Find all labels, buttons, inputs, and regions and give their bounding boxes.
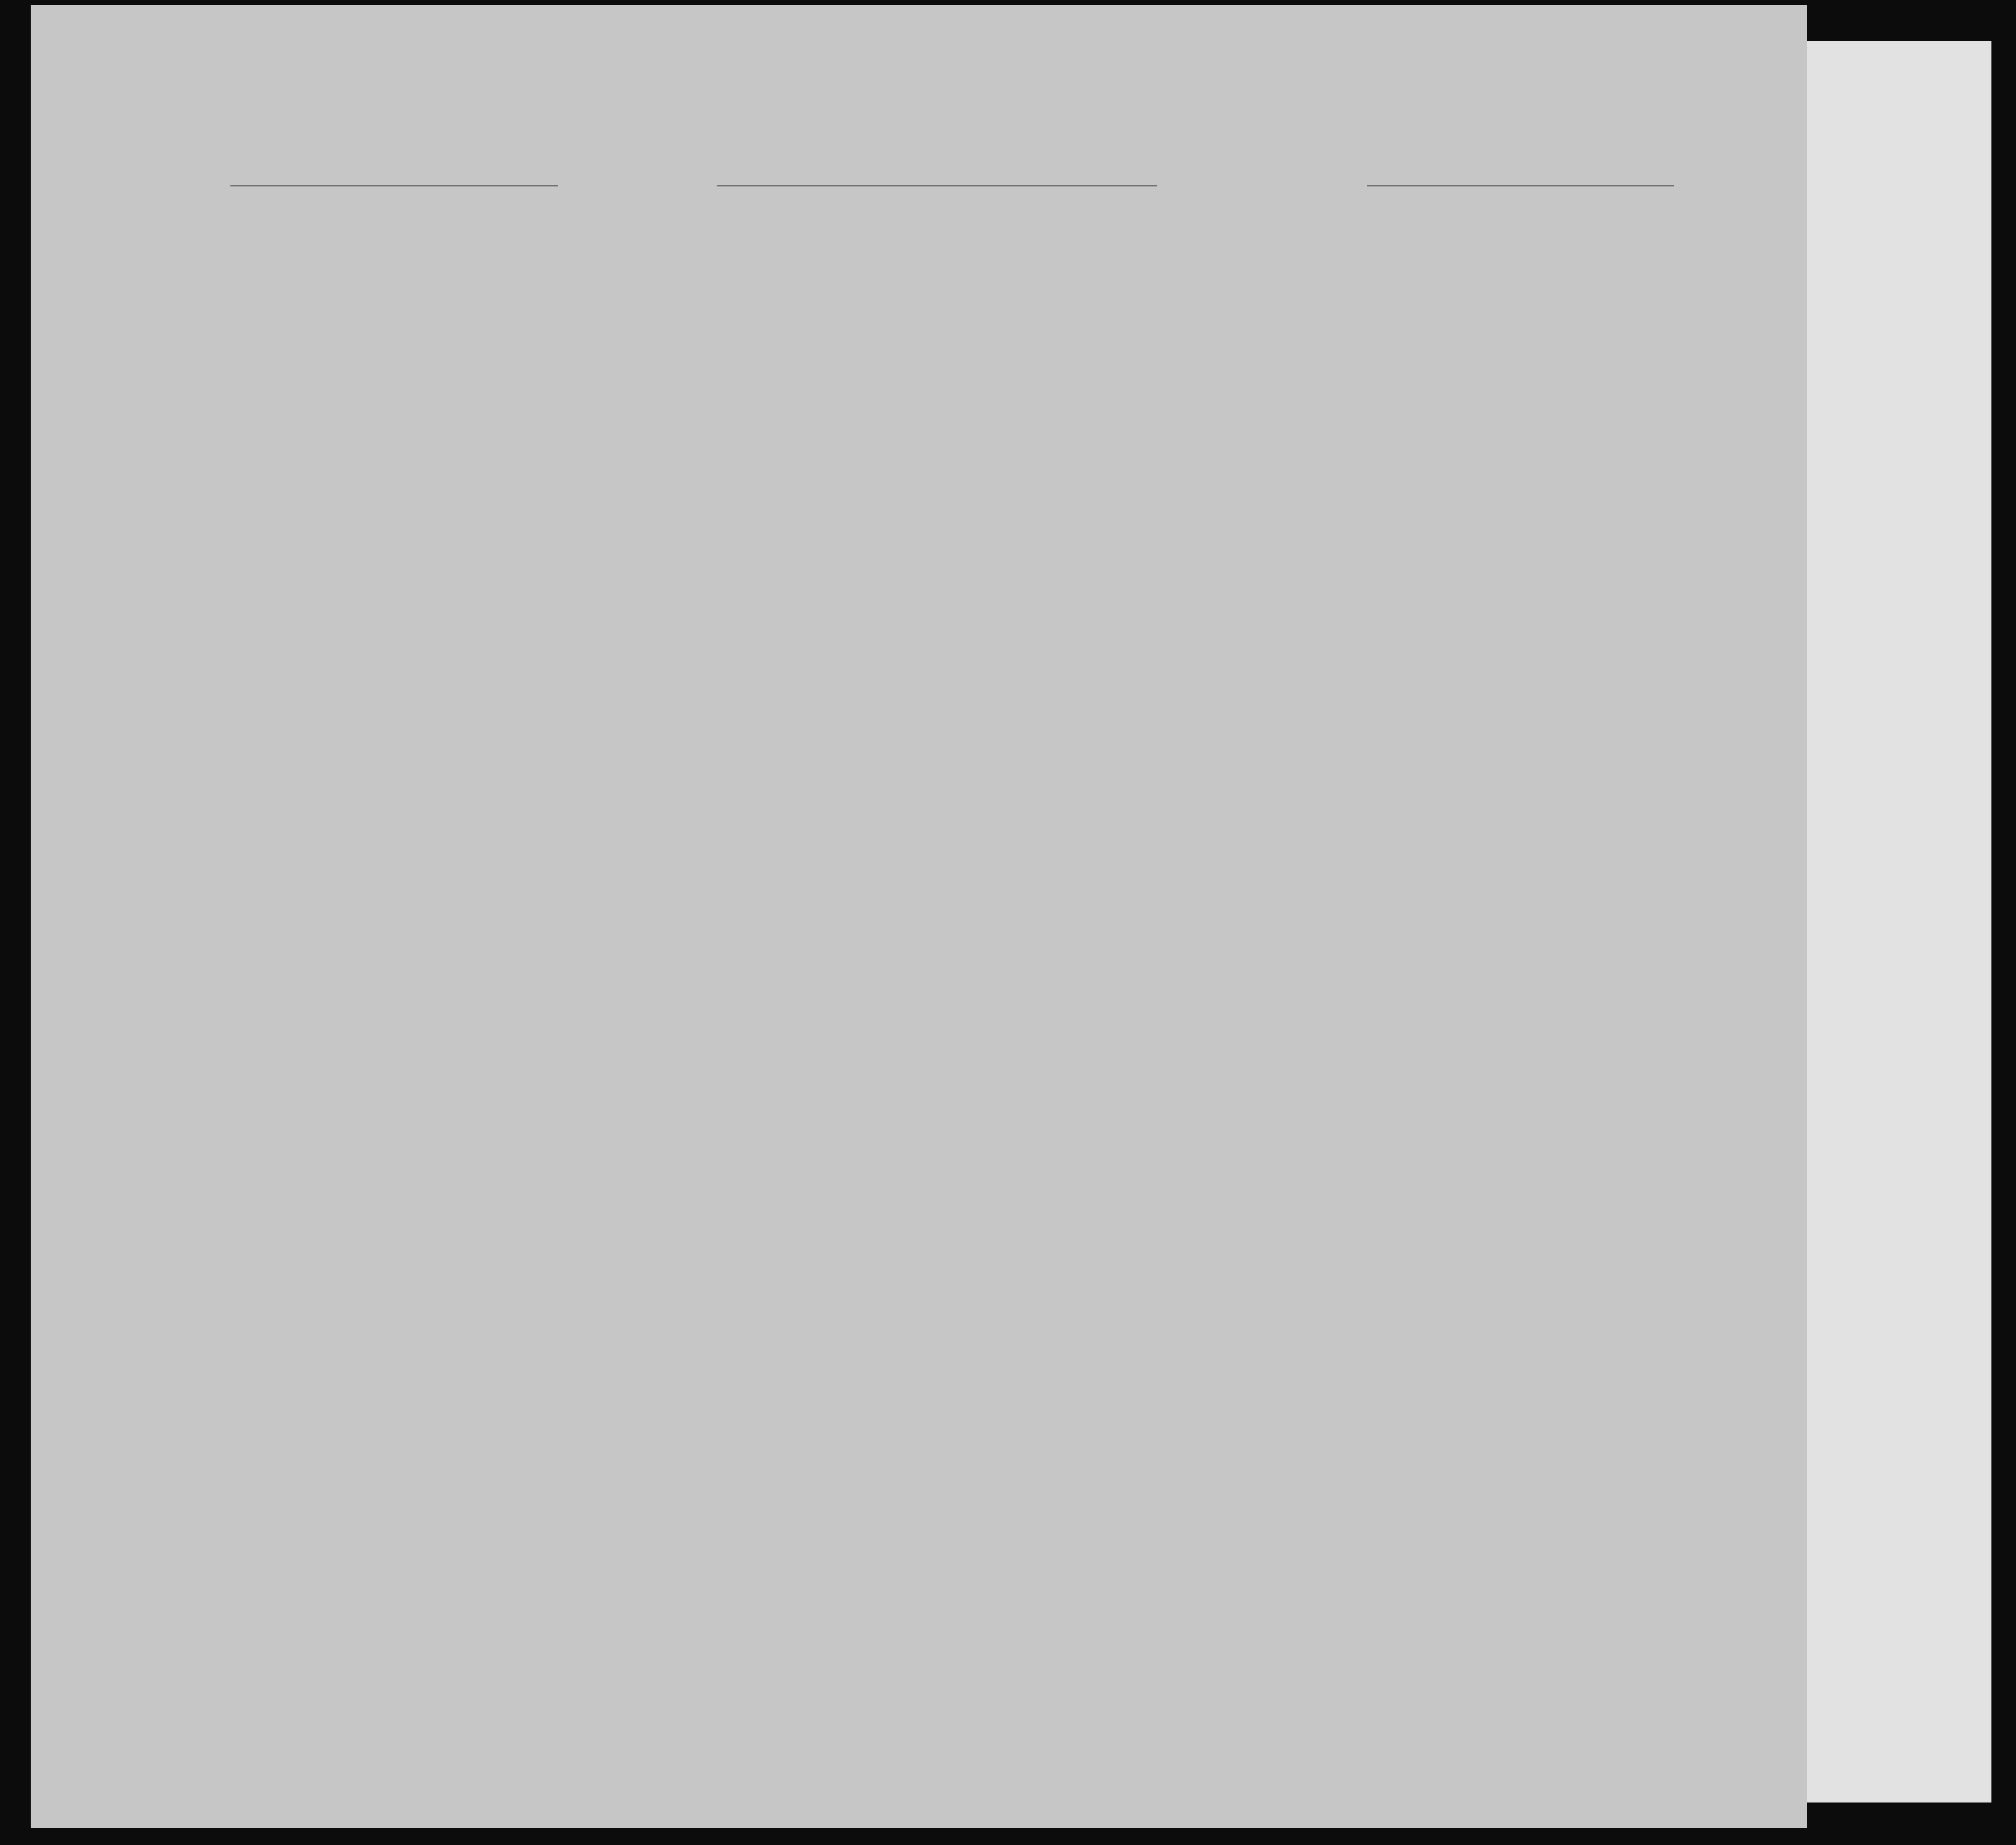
form-identifier <box>113 59 276 66</box>
manifest-sheet <box>31 5 1807 1828</box>
ship-underline <box>230 185 558 186</box>
date-underline <box>717 185 1157 186</box>
page-edge <box>1807 41 1991 1802</box>
port-underline <box>1367 185 1674 186</box>
table-grid <box>31 5 1807 1828</box>
header-married-single <box>687 210 702 277</box>
